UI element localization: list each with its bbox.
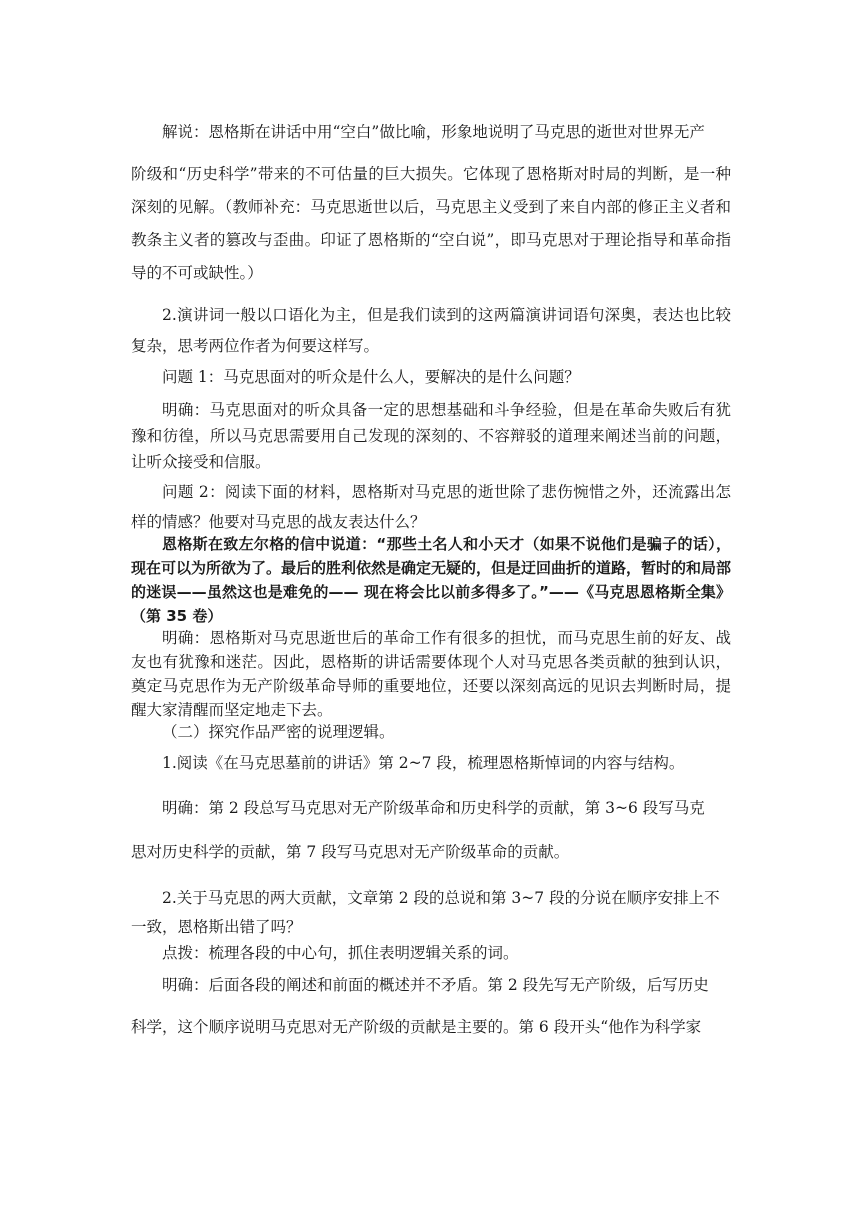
paragraph-explanation-cont: 阶级和“历史科学”带来的不可估量的巨大损失。它体现了恩格斯对时局的判断，是一种深刻的见解。（教师补充：马克思逝世以后，马克思主义受到了来自内部的修正主义者和教条主义者的篡改与歪曲。印证了恩格斯的“空白说”，即马克思对于理论指导和革命指导的不可或缺性。） <box>131 165 731 282</box>
paragraph-task-1: 1.阅读《在马克思墓前的讲话》第 2~7 段，梳理恩格斯悼词的内容与结构。 <box>162 754 685 772</box>
paragraph-answer-1: 明确：马克思面对的听众具备一定的思想基础和斗争经验，但是在革命失败后有犹豫和彷徨，所以马克思需要用自己发现的深刻的、不容辩驳的道理来阐述当前的问题，让听众接受和信服。 <box>131 401 731 471</box>
paragraph-answer-3b: 思对历史科学的贡献，第 7 段写马克思对无产阶级革命的贡献。 <box>131 843 570 861</box>
quote-engels-letter: 恩格斯在致左尔格的信中说道：“那些土名人和小天才（如果不说他们是骗子的话），现在可以为所欲为了。最后的胜利依然是确定无疑的，但是迂回曲折的道路，暂时的和局部的迷误——虽然这也是难免的—— 现在将会比以前多得多了。”——《马克思恩格斯全集》 （第 35 卷） <box>131 535 732 625</box>
paragraph-answer-3a: 明确：第 2 段总写马克思对无产阶级革命和历史科学的贡献，第 3~6 段写马克 <box>162 799 705 817</box>
paragraph-answer-4a: 明确：后面各段的阐述和前面的概述并不矛盾。第 2 段先写无产阶级，后写历史 <box>162 976 709 994</box>
paragraph-answer-4b: 科学，这个顺序说明马克思对无产阶级的贡献是主要的。第 6 段开头“他作为科学家 <box>131 1018 702 1036</box>
paragraph-answer-2: 明确：恩格斯对马克思逝世后的革命工作有很多的担忧，而马克思生前的好友、战友也有犹豫和迷茫。因此，恩格斯的讲话需要体现个人对马克思各类贡献的独到认识，奠定马克思作为无产阶级革命导师的重要地位，还要以深刻高远的见识去判断时局，提醒大家清醒而坚定地走下去。 <box>131 629 731 719</box>
paragraph-issue-1: 问题 1：马克思面对的听众是什么人，要解决的是什么问题？ <box>162 368 580 386</box>
paragraph-hint: 点拨：梳理各段的中心句，抓住表明逻辑关系的词。 <box>162 944 519 962</box>
paragraph-issue-2: 问题 2：阅读下面的材料，恩格斯对马克思的逝世除了悲伤惋惜之外，还流露出怎样的情感？他要对马克思的战友表达什么？ <box>131 483 731 531</box>
paragraph-explanation: 解说：恩格斯在讲话中用“空白”做比喻，形象地说明了马克思的逝世对世界无产 <box>162 123 705 141</box>
paragraph-question-2: 2.演讲词一般以口语化为主，但是我们读到的这两篇演讲词语句深奥，表达也比较复杂，思考两位作者为何要这样写。 <box>131 306 731 355</box>
paragraph-task-2a: 2.关于马克思的两大贡献，文章第 2 段的总说和第 3~7 段的分说在顺序安排上不 <box>162 889 720 907</box>
paragraph-task-2b: 一致，恩格斯出错了吗？ <box>131 918 302 936</box>
section-heading-logic: （二）探究作品严密的说理逻辑。 <box>162 723 395 741</box>
